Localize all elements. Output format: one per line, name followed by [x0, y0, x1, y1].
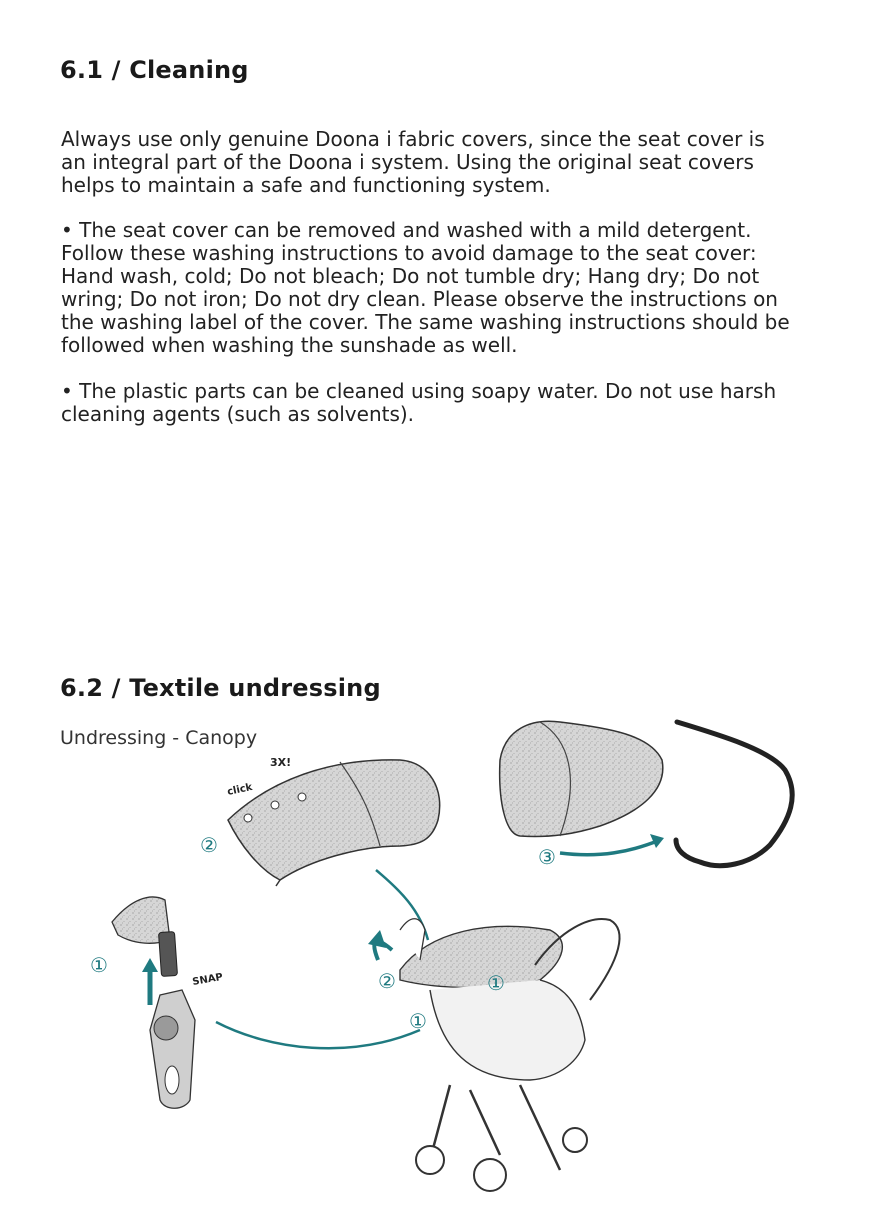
step-2-marker-canopy: ② — [200, 833, 218, 857]
subheading-undressing-canopy: Undressing - Canopy — [60, 727, 258, 749]
canopy-frame-wire — [676, 722, 792, 866]
step-3-marker: ③ — [538, 845, 556, 869]
canopy-open-drawing — [500, 721, 663, 836]
snap-connector-detail — [112, 897, 224, 1108]
step-1-marker-detail: ① — [90, 953, 108, 977]
label-snap: SNAP — [191, 971, 224, 988]
step-2-marker-stroller: ② — [378, 969, 396, 993]
canopy-removed-drawing — [226, 756, 439, 886]
stroller-drawing — [368, 919, 620, 1191]
section-heading-cleaning: 6.1 / Cleaning — [60, 56, 249, 84]
cleaning-bullet-seat-cover: • The seat cover can be removed and washed with a mild detergent. Follow these washing instructions to avoid damage to the seat cover: Hand wash, cold; Do not bleach; Do not tumble dry; Hang dry; Do not wring; Do not iron; Do not dry clean. Please observe the instructions on the washing label of the cover. The same washing instructions should be followed when washing the sunshade as well. — [61, 218, 790, 357]
connector-line-step-1 — [216, 1022, 420, 1048]
cleaning-bullet-plastic-parts: • The plastic parts can be cleaned using soapy water. Do not use harsh cleaning agents (such as solvents). — [61, 379, 777, 426]
label-3x: 3X! — [270, 756, 292, 769]
arrow-step-3 — [560, 840, 660, 855]
step-1-marker-stroller-right: ① — [487, 971, 505, 995]
step-1-marker-stroller-left: ① — [409, 1009, 427, 1033]
cleaning-intro-paragraph: Always use only genuine Doona i fabric covers, since the seat cover is an integral part of the Doona i system. Using the original seat covers helps to maintain a safe and functioning system. — [61, 127, 765, 197]
label-click: click — [226, 781, 254, 798]
section-heading-textile-undressing: 6.2 / Textile undressing — [60, 674, 381, 702]
